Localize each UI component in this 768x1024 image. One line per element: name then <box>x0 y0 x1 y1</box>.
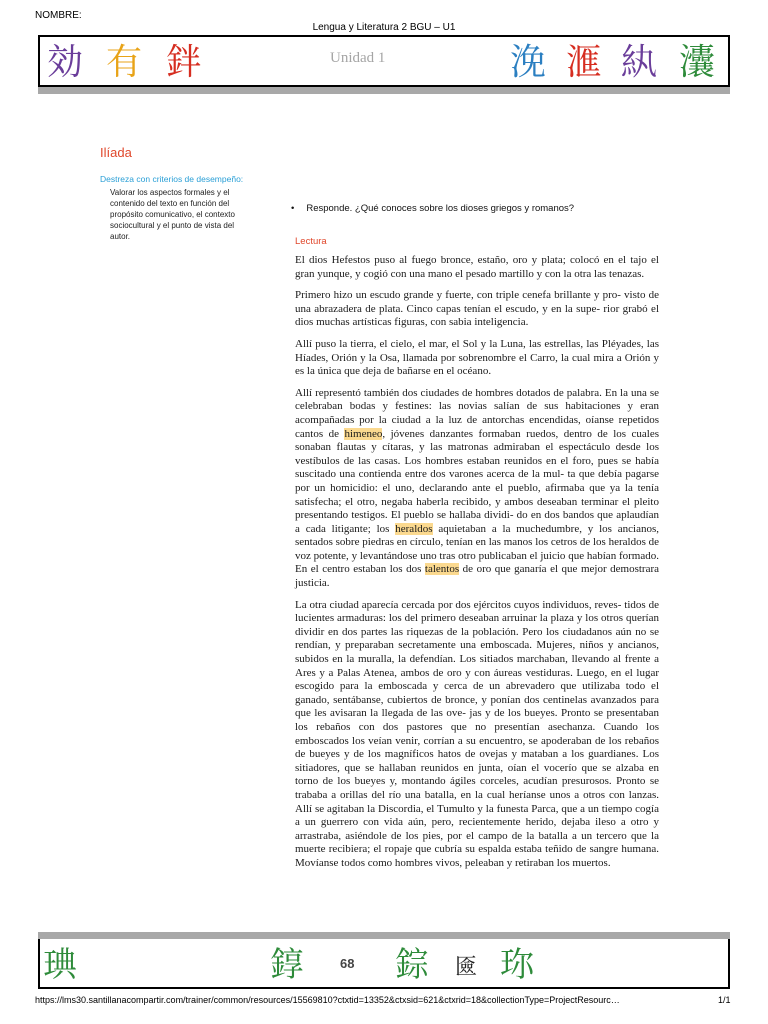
footer-banner <box>38 939 730 989</box>
reading-paragraph: La otra ciudad aparecía cercada por dos ejércitos cuyos individuos, reves- tidos de lucientes armaduras: los del primero deseaban arruinar la plaza y los otros querían dividir en dos partes las riquezas de la población. Pero los ciudadanos aún no se rendían, y preparaban secretamente una emboscada. Mujeres, niños y ancianos, subidos en la muralla, la defendían. Los sitiados marchaban, llevando al frente a Ares y a Palas Atenea, ambos de oro y con áureas vestiduras. Luego, en el lugar escogido para la emboscada y cerca de un abrevadero que utilizaba todo el ganado, sentábanse, cubiertos de bronce, y ponían dos centinelas avanzados para que les avisaran la llegada de las ove- jas y de los bueyes. Pronto se presentaban los rebaños con dos pastores que no presentían asechanza. Cuando los emboscados los veían venir, corrían a su encuentro, se apoderaban de los rebaños de bueyes y de los magníficos hatos de ovejas y mataban a los guardianes. Los sitiadores, que se hallaban reunidos en junta, oían el vocerío que se alzaba en torno de los bueyes y, montando ágiles corceles, acudían presurosos. Pronto se trababa a orillas del río una batalla, en la cual heríanse unos a otros con lanzas. Allí se agitaban la Discordia, el Tumulto y la funesta Parca, que a un tiempo cogía a un guerrero con vida aún, pero, recientemente herido, dejaba ileso a otro y arrastraba, asiéndole de los pies, por el campo de la batalla a un tercero que la muerte recibiera; el ropaje que cubría su espalda estaba teñido de sangre humana. Movíanse todos como hombres vivos, peleaban y retiraban los muertos. <box>295 598 659 869</box>
section-title: Ilíada <box>100 145 132 160</box>
highlighted-word: talentos <box>424 563 460 576</box>
unit-title: Unidad 1 <box>330 50 386 66</box>
reading-text-segment: de oro que ganaría el que mejor demostrara justicia. <box>295 563 660 590</box>
footer-glyph: 珎 <box>500 945 534 985</box>
footer-glyph: 匳 <box>455 955 478 980</box>
question-text: Responde. ¿Qué conoces sobre los dioses griegos y romanos? <box>306 203 575 214</box>
footer-glyph: 琠 <box>43 945 77 985</box>
banner-glyph: 鉡 <box>166 42 203 83</box>
reading-paragraph: Primero hizo un escudo grande y fuerte, con triple cenefa brillante y pro- visto de una abrazadera de plata. Cinco capas tenían el escudo, y en la supe- rior grabó el dios muchas artísticas figuras, con sabia inteligencia. <box>295 289 659 329</box>
banner-shadow-bar <box>38 87 730 94</box>
reading-text-segment: aquietaban a la muchedumbre, y los ancianos, sentados sobre piedras en círculo, tenían en las manos los cetros de los heraldos de voz potente, y levantándose uno tras otro publicaban el juicio que habían formado. En el centro estaban los dos <box>295 522 659 576</box>
banner-glyph: 効 <box>47 42 84 83</box>
footer-glyph: 錞 <box>270 945 304 985</box>
reading-paragraph: El dios Hefestos puso al fuego bronce, estaño, oro y plata; colocó en el tajo el gran yunque, y cogió con una mano el pesado martillo y con la otra las tenazas. <box>295 254 659 280</box>
destreza-label: Destreza con criterios de desempeño: <box>100 174 244 184</box>
highlighted-word: himeneo <box>344 427 383 440</box>
destreza-text: Valorar los aspectos formales y el contenido del texto en función del propósito comunicativo, el contexto sociocultural y el punto de vista del autor. <box>110 188 235 241</box>
question-item <box>291 203 574 214</box>
highlighted-word: heraldos <box>395 522 433 535</box>
bullet-icon: • <box>291 203 295 214</box>
reading-text-segment: , jóvenes danzantes formaban ruedos, dentro de los cuales sonaban flautas y cítaras, y las matronas admiraban el espectáculo desde los vestíbulos de las casas. Los hombres estaban reunidos en el foro, pues se había suscitado una contienda entre dos varones acerca de la mul- ta que debía pagarse por un homicidio: el uno, declarando ante el pueblo, afirmaba que ya la tenía satisfecha; el otro, negaba haberla recibido, y ambos deseaban terminar el pleito presentando testigos. El pueblo se hallaba dividi- do en dos bandos que aplaudían a cada litigante; los <box>295 427 660 535</box>
reading-paragraph <box>295 387 659 591</box>
page-number: 68 <box>340 956 355 971</box>
reading-text-segment: Allí representó también dos ciudades de hombres dotados de palabra. En la una se celebraban bodas y festines: las novias salían de sus habitaciones y eran acompañadas por la ciudad a la luz de antorchas encendidas, oíanse repetidos cantos de <box>295 386 659 440</box>
reading-paragraph: Allí puso la tierra, el cielo, el mar, el Sol y la Luna, las estrellas, las Pléyades, las Híades, Orión y la Osa, llamada por sobrenombre el Carro, la cual mira a Orión y es la única que deja de bañarse en el océano. <box>295 337 659 378</box>
banner-glyph: 浼 <box>510 42 547 83</box>
banner-glyph: 灢 <box>679 42 716 83</box>
banner-glyph: 有 <box>106 42 143 83</box>
nombre-label: NOMBRE: <box>35 10 82 21</box>
banner-glyph: 紈 <box>621 42 658 83</box>
footer-glyph: 錝 <box>395 945 429 985</box>
print-url: https://lms30.santillanacompartir.com/trainer/common/resources/15569810?ctxtid=13352&ctxsid=621&ctxrid=18&collectionType=ProjectResourc… <box>35 995 620 1005</box>
reading-text <box>295 254 659 879</box>
footer-shadow-bar <box>38 932 730 939</box>
document-header: Lengua y Literatura 2 BGU – U1 <box>312 22 456 33</box>
lectura-label: Lectura <box>295 236 327 247</box>
banner-glyph: 滙 <box>566 42 603 83</box>
page-count: 1/1 <box>718 995 731 1005</box>
